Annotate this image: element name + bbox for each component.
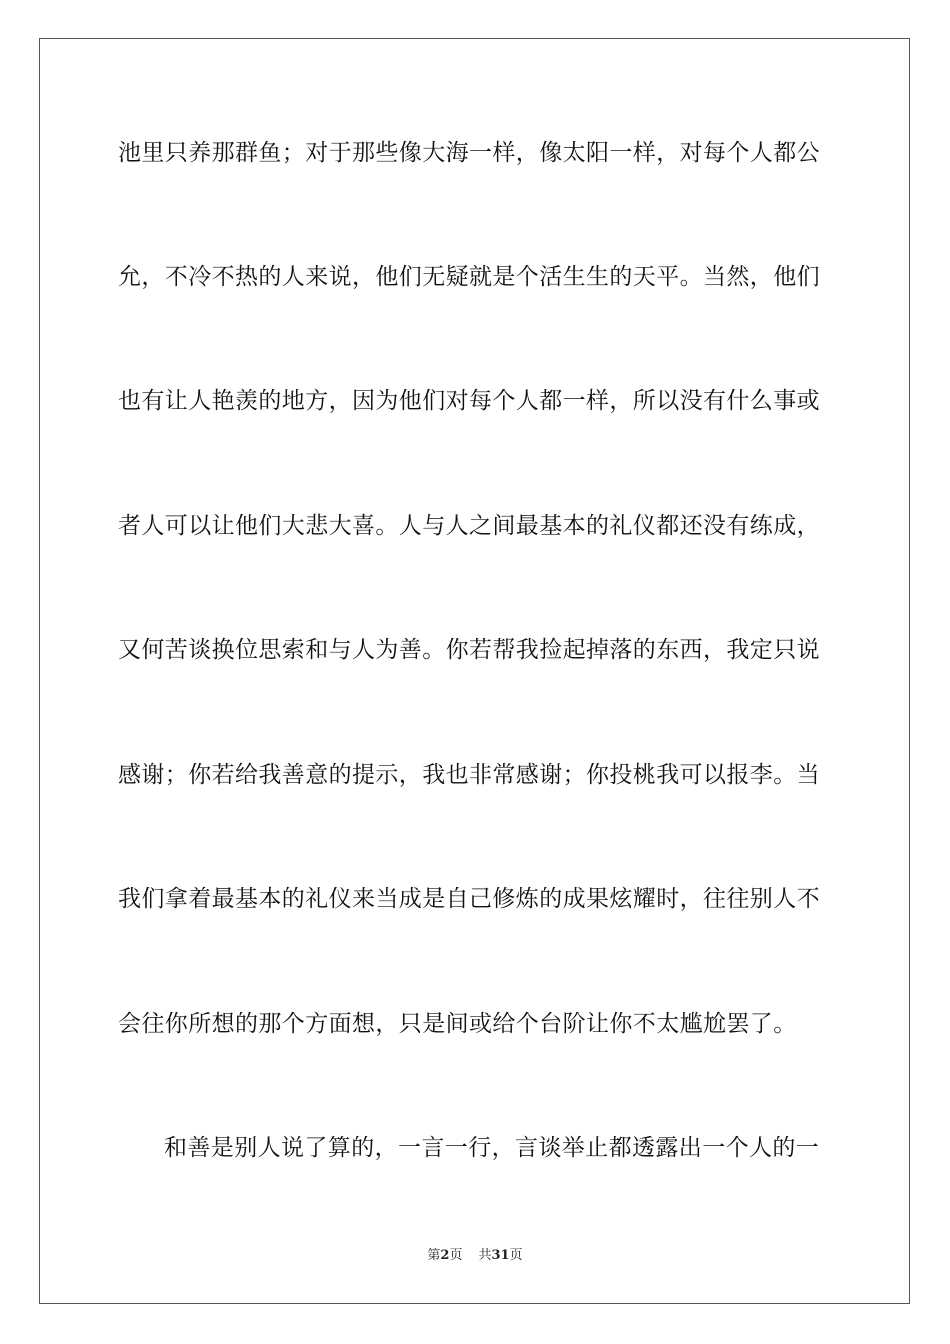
text-line-5: 又何苦谈换位思索和与人为善。你若帮我捡起掉落的东西，我定只说 bbox=[118, 637, 820, 663]
text-line-8: 会往你所想的那个方面想，只是间或给个台阶让你不太尴尬罢了。 bbox=[118, 1011, 797, 1037]
page-suffix: 页 bbox=[449, 1248, 463, 1263]
text-line-2: 允，不冷不热的人来说，他们无疑就是个活生生的天平。当然，他们 bbox=[118, 264, 820, 290]
paragraph-2-first-line: 和善是别人说了算的，一言一行，言谈举止都透露出一个人的一 bbox=[164, 1135, 820, 1161]
text-line-1: 池里只养那群鱼；对于那些像大海一样，像太阳一样，对每个人都公 bbox=[118, 140, 820, 166]
text-line-6: 感谢；你若给我善意的提示，我也非常感谢；你投桃我可以报李。当 bbox=[118, 762, 820, 788]
page-prefix: 第 bbox=[427, 1248, 441, 1263]
total-suffix: 页 bbox=[509, 1248, 523, 1263]
text-line-7: 我们拿着最基本的礼仪来当成是自己修炼的成果炫耀时，往往别人不 bbox=[118, 886, 820, 912]
total-pages: 31 bbox=[491, 1248, 510, 1263]
page-border bbox=[39, 38, 910, 1304]
text-line-4: 者人可以让他们大悲大喜。人与人之间最基本的礼仪都还没有练成， bbox=[118, 513, 820, 539]
page-number: 2 bbox=[440, 1248, 450, 1263]
page-footer bbox=[0, 1247, 950, 1265]
text-line-3: 也有让人艳羡的地方，因为他们对每个人都一样，所以没有什么事或 bbox=[118, 388, 820, 414]
total-prefix: 共 bbox=[478, 1248, 492, 1263]
